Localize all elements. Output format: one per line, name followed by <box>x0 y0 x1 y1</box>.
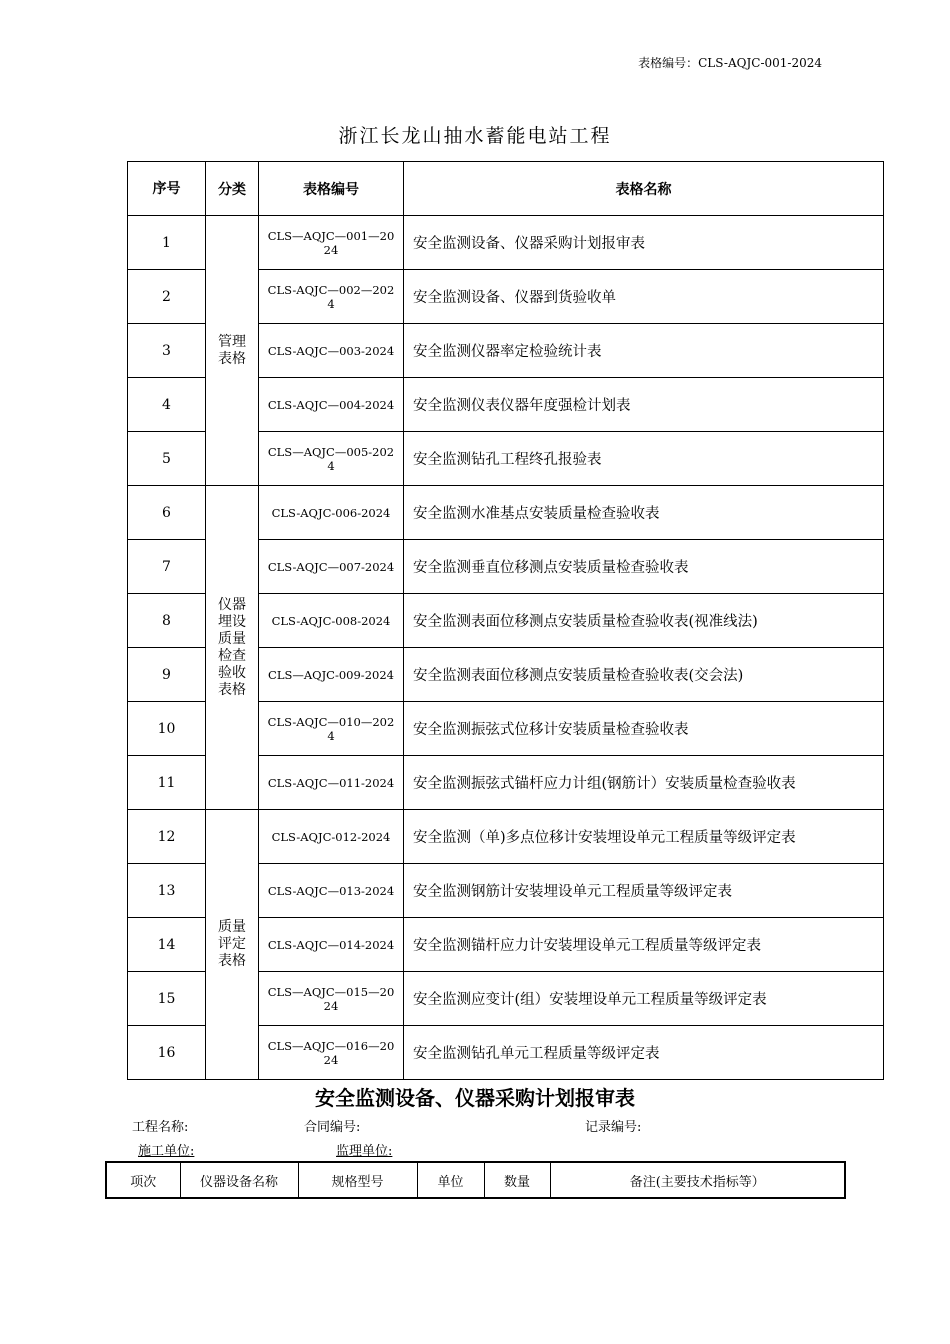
category-cell <box>206 486 259 810</box>
header-category: 分类 <box>206 162 259 216</box>
category-label: 质量评定表格 <box>217 919 246 969</box>
procurement-table <box>105 1161 846 1199</box>
record-no-label: 记录编号: <box>585 1120 642 1135</box>
row-form-code <box>259 756 404 810</box>
row-no: 7 <box>128 540 206 594</box>
row-no: 16 <box>128 1026 206 1080</box>
row-form-code-text: CLS-AQJC—007-2024 <box>267 559 395 574</box>
project-name-label: 工程名称: <box>132 1120 189 1135</box>
row-form-code-text: CLS-AQJC—014-2024 <box>267 937 395 952</box>
row-form-code-text: CLS-AQJC—010—2024 <box>267 714 395 743</box>
row-form-code <box>259 378 404 432</box>
category-cell <box>206 216 259 486</box>
row-no: 14 <box>128 918 206 972</box>
construction-unit-label: 施工单位: <box>138 1144 195 1159</box>
row-form-name: 安全监测（单)多点位移计安装埋设单元工程质量等级评定表 <box>404 810 884 864</box>
row-form-code-text: CLS-AQJC-012-2024 <box>271 829 391 844</box>
row-form-code-text: CLS-AQJC—002—2024 <box>267 282 395 311</box>
row-form-code <box>259 486 404 540</box>
row-form-name: 安全监测钻孔单元工程质量等级评定表 <box>404 1026 884 1080</box>
form-index-table <box>127 161 884 1080</box>
col-spec-model: 规格型号 <box>298 1162 417 1198</box>
row-no: 1 <box>128 216 206 270</box>
row-form-name: 安全监测设备、仪器采购计划报审表 <box>404 216 884 270</box>
table-row <box>128 216 884 270</box>
contract-no-label: 合同编号: <box>304 1120 361 1135</box>
row-form-name: 安全监测应变计(组）安装埋设单元工程质量等级评定表 <box>404 972 884 1026</box>
row-form-code-text: CLS-AQJC-008-2024 <box>271 613 391 628</box>
construction-unit-field <box>138 1140 318 1159</box>
row-form-code-text: CLS-AQJC—004-2024 <box>267 397 395 412</box>
row-form-code-text: CLS—AQJC—016—2024 <box>267 1038 395 1067</box>
index-header-row <box>128 162 884 216</box>
row-form-code <box>259 702 404 756</box>
row-form-name: 安全监测设备、仪器到货验收单 <box>404 270 884 324</box>
row-no: 4 <box>128 378 206 432</box>
row-form-code <box>259 594 404 648</box>
col-equipment-name: 仪器设备名称 <box>180 1162 298 1198</box>
form-title: 安全监测设备、仪器采购计划报审表 <box>315 1086 635 1110</box>
row-form-code <box>259 270 404 324</box>
row-no: 8 <box>128 594 206 648</box>
row-form-code <box>259 972 404 1026</box>
header-name: 表格名称 <box>404 162 884 216</box>
row-form-name: 安全监测垂直位移测点安装质量检查验收表 <box>404 540 884 594</box>
category-cell <box>206 810 259 1080</box>
row-form-code-text: CLS—AQJC—005-2024 <box>267 444 395 473</box>
row-form-code-text: CLS-AQJC—003-2024 <box>267 343 395 358</box>
row-form-code <box>259 540 404 594</box>
row-form-code <box>259 324 404 378</box>
row-form-name: 安全监测水准基点安装质量检查验收表 <box>404 486 884 540</box>
col-quantity: 数量 <box>484 1162 550 1198</box>
row-no: 5 <box>128 432 206 486</box>
row-no: 13 <box>128 864 206 918</box>
category-label: 管理表格 <box>217 333 246 367</box>
col-remarks: 备注(主要技术指标等） <box>550 1162 845 1198</box>
row-form-code-text: CLS—AQJC—001—2024 <box>267 228 395 257</box>
row-form-name: 安全监测表面位移测点安装质量检查验收表(交会法) <box>404 648 884 702</box>
row-form-name: 安全监测钢筋计安装埋设单元工程质量等级评定表 <box>404 864 884 918</box>
row-form-code-text: CLS-AQJC—011-2024 <box>267 775 395 790</box>
row-form-name: 安全监测表面位移测点安装质量检查验收表(视准线法) <box>404 594 884 648</box>
row-no: 15 <box>128 972 206 1026</box>
row-no: 3 <box>128 324 206 378</box>
row-no: 12 <box>128 810 206 864</box>
supervision-unit-label: 监理单位: <box>336 1144 393 1159</box>
procurement-header-row <box>106 1162 845 1198</box>
row-form-code-text: CLS-AQJC-006-2024 <box>271 505 391 520</box>
col-item-no: 项次 <box>106 1162 180 1198</box>
row-no: 10 <box>128 702 206 756</box>
row-form-name: 安全监测仪表仪器年度强检计划表 <box>404 378 884 432</box>
row-form-name: 安全监测振弦式锚杆应力计组(钢筋计）安装质量检查验收表 <box>404 756 884 810</box>
row-no: 2 <box>128 270 206 324</box>
supervision-unit-field <box>336 1140 408 1159</box>
row-form-code <box>259 918 404 972</box>
row-no: 9 <box>128 648 206 702</box>
row-form-code <box>259 432 404 486</box>
header-no: 序号 <box>128 162 206 216</box>
table-row <box>128 810 884 864</box>
row-form-name: 安全监测锚杆应力计安装埋设单元工程质量等级评定表 <box>404 918 884 972</box>
row-form-code-text: CLS—AQJC—015—2024 <box>267 984 395 1013</box>
row-form-code <box>259 1026 404 1080</box>
row-form-code <box>259 864 404 918</box>
row-form-code-text: CLS—AQJC-009-2024 <box>268 667 394 682</box>
row-no: 6 <box>128 486 206 540</box>
category-label: 仪器埋设质量检查验收表格 <box>217 596 246 698</box>
row-form-code <box>259 648 404 702</box>
project-title: 浙江长龙山抽水蓄能电站工程 <box>338 125 612 147</box>
header-code: 表格编号 <box>259 162 404 216</box>
row-form-code <box>259 810 404 864</box>
row-form-name: 安全监测仪器率定检验统计表 <box>404 324 884 378</box>
table-row <box>128 486 884 540</box>
col-unit: 单位 <box>417 1162 484 1198</box>
form-code-label: 表格编号：CLS-AQJC-001-2024 <box>638 56 822 70</box>
row-form-name: 安全监测钻孔工程终孔报验表 <box>404 432 884 486</box>
row-no: 11 <box>128 756 206 810</box>
row-form-name: 安全监测振弦式位移计安装质量检查验收表 <box>404 702 884 756</box>
row-form-code <box>259 216 404 270</box>
row-form-code-text: CLS-AQJC—013-2024 <box>267 883 395 898</box>
